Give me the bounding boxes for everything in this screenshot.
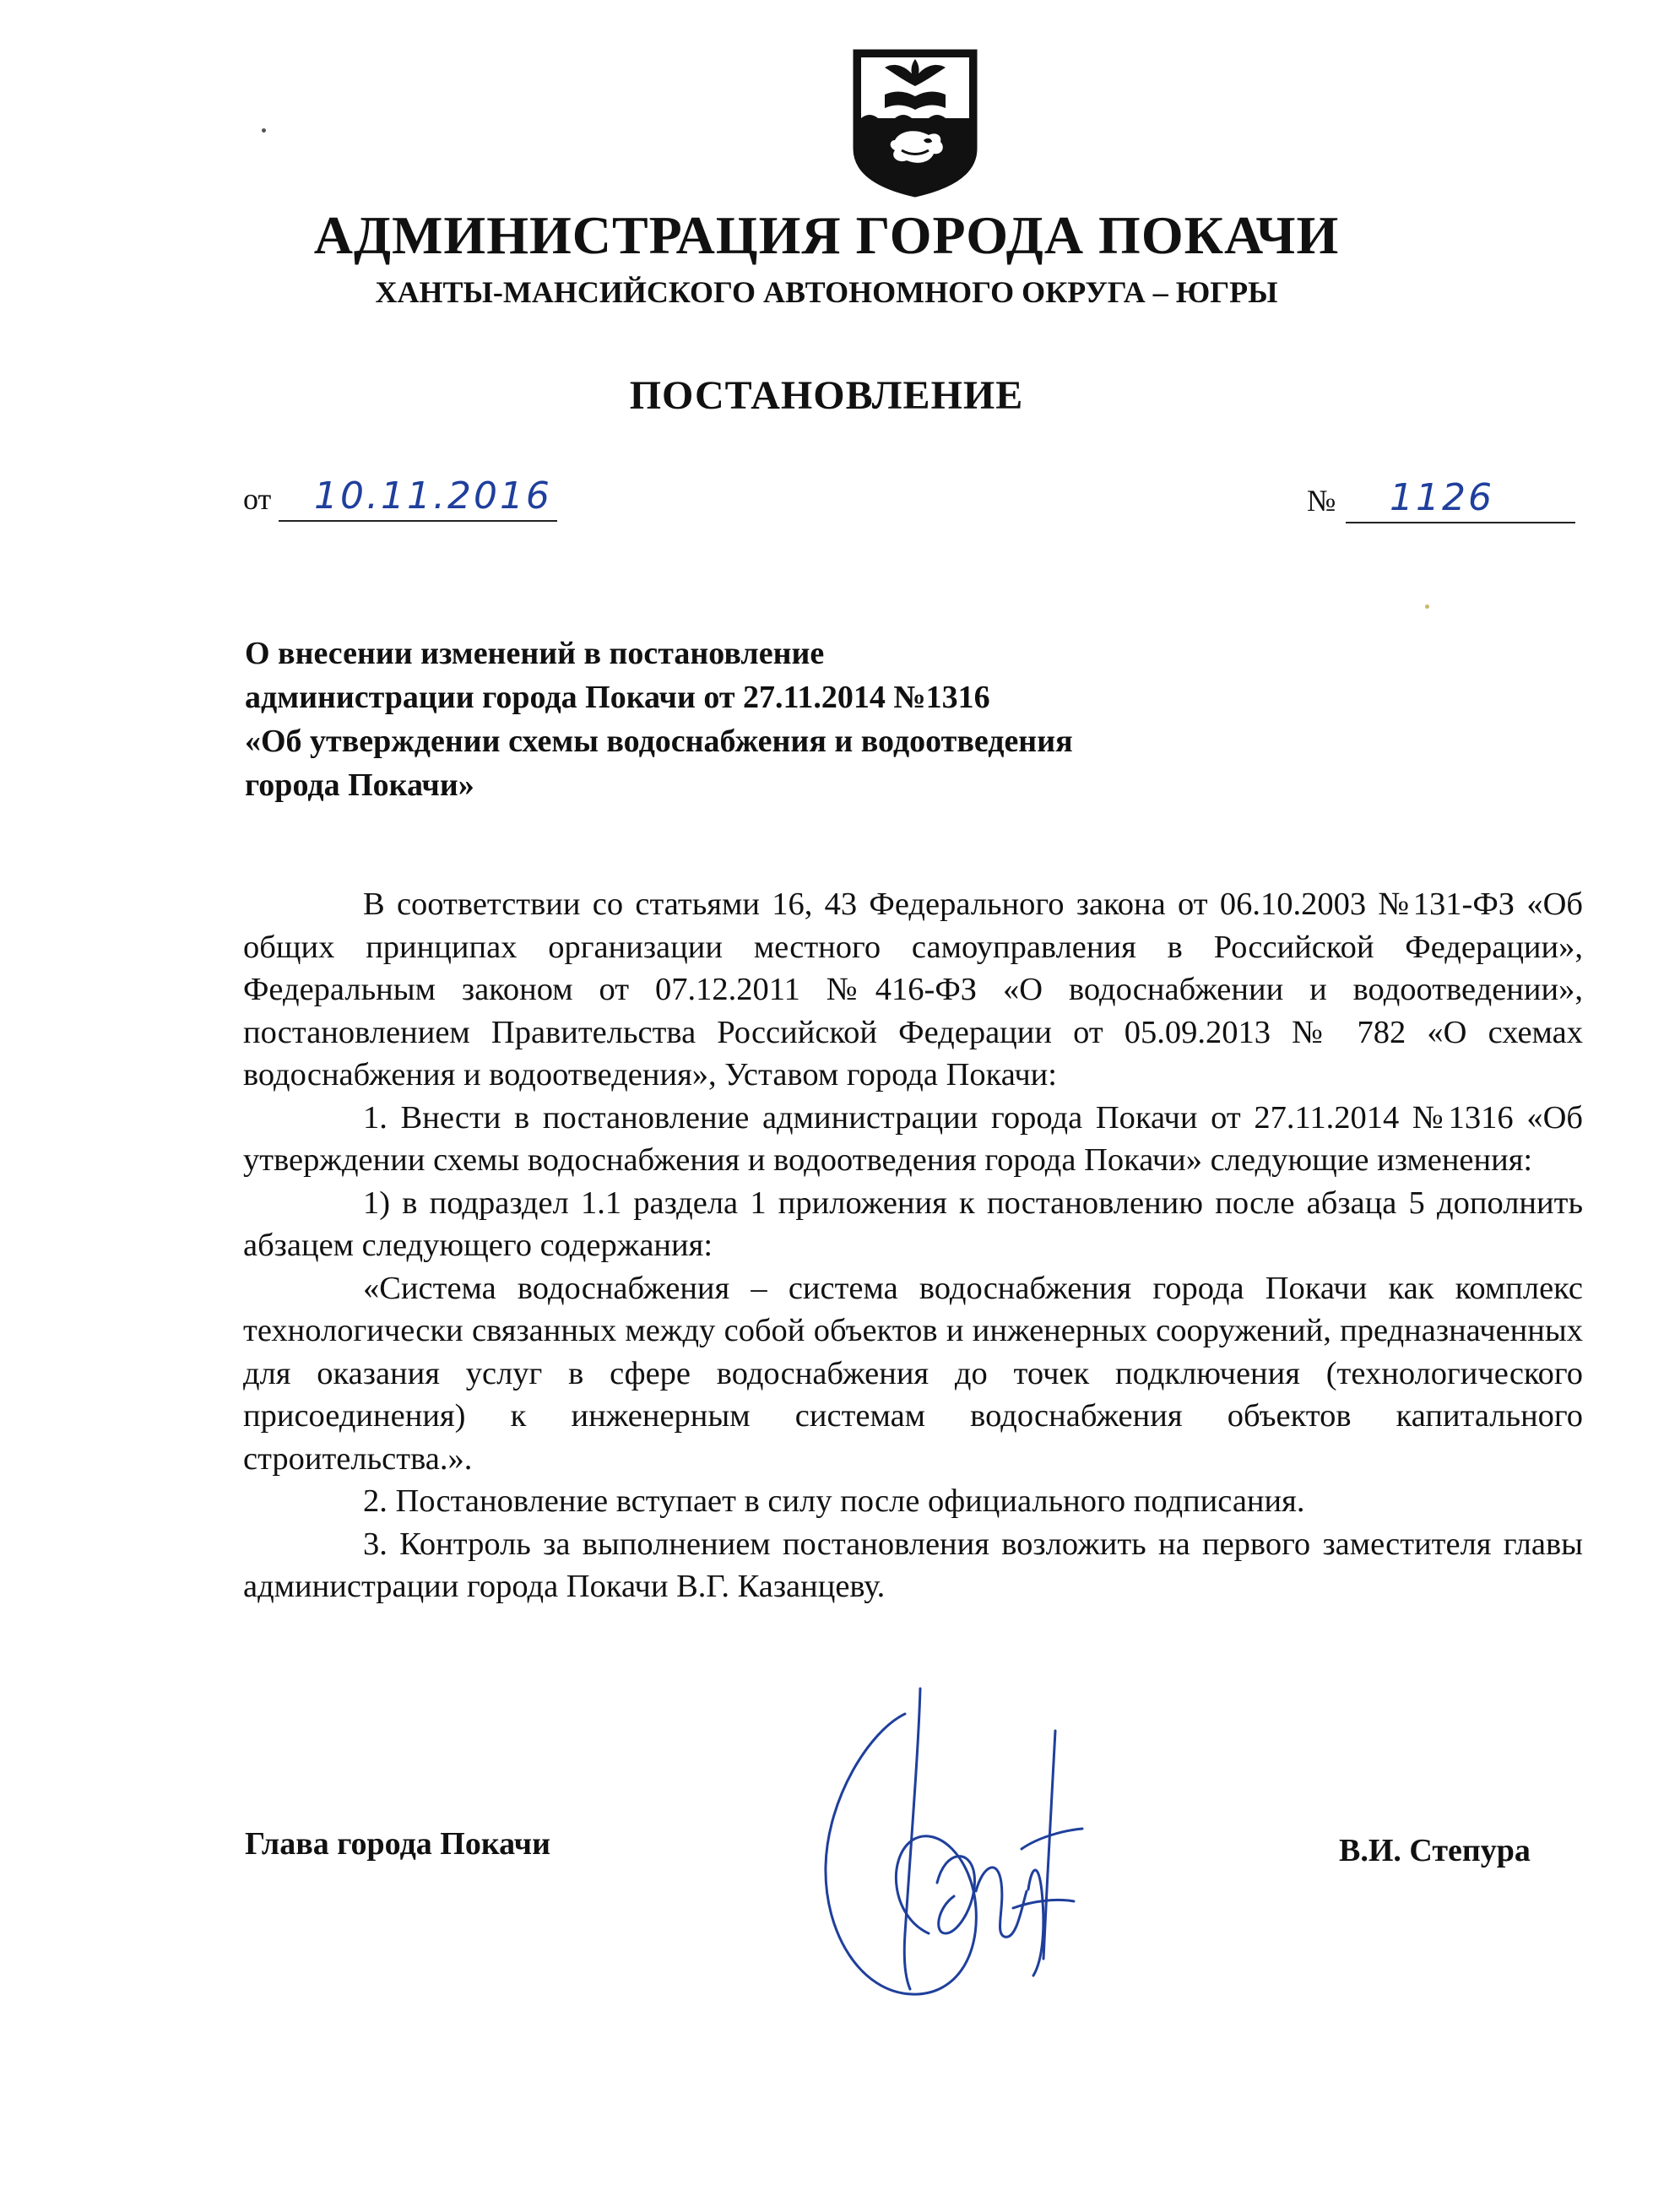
- subject-line: О внесении изменений в постановление: [245, 636, 825, 671]
- signatory-name: В.И. Степура: [1339, 1833, 1531, 1868]
- body-paragraph-item-3: 3. Контроль за выполнением постановления возложить на первого заместителя главы администрации города Покачи В.Г. Казанцеву.: [243, 1526, 1583, 1604]
- body-paragraph-subitem-1: 1) в подраздел 1.1 раздела 1 приложения к постановлению после абзаца 5 дополнить абзацем следующего содержания:: [243, 1185, 1583, 1263]
- subject-line: администрации города Покачи от 27.11.2014 №1316: [245, 680, 990, 715]
- document-subject: [245, 632, 1342, 807]
- number-label: №: [1307, 484, 1336, 518]
- number-underline: [1346, 522, 1575, 523]
- document-type-heading: ПОСТАНОВЛЕНИЕ: [629, 373, 1024, 418]
- handwritten-number: 1126: [1390, 476, 1494, 519]
- handwritten-date: 10.11.2016: [314, 474, 552, 518]
- scan-speck: [1425, 605, 1429, 609]
- subject-line: города Покачи»: [245, 767, 474, 803]
- date-label: от: [243, 482, 272, 516]
- body-paragraph-item-2: 2. Постановление вступает в силу после официального подписания.: [363, 1483, 1305, 1519]
- signatory-position: Глава города Покачи: [245, 1826, 550, 1862]
- handwritten-signature: [810, 1680, 1097, 2001]
- city-coat-of-arms-icon: [851, 47, 979, 199]
- date-underline: [279, 520, 557, 522]
- body-paragraph-quote: «Система водоснабжения – система водоснабжения города Покачи как комплекс технологически связанных между собой объектов и инженерных сооружений, предназначенных для оказания услуг в сфере водоснабжения до точек подключения (технологического присоединения) к инженерным системам водоснабжения объектов капитального строительства.».: [243, 1270, 1583, 1477]
- organization-title: АДМИНИСТРАЦИЯ ГОРОДА ПОКАЧИ: [313, 205, 1340, 265]
- body-paragraph-preamble: В соответствии со статьями 16, 43 Федерального закона от 06.10.2003 №131-ФЗ «Об общих принципах организации местного самоуправления в Российской Федерации», Федеральным законом от 07.12.2011 №416-ФЗ «О водоснабжении и водоотведении», постановлением Правительства Российской Федерации от 05.09.2013 № 782 «О схемах водоснабжения и водоотведения», Уставом города Покачи:: [243, 886, 1583, 1092]
- document-body: [243, 883, 1583, 1608]
- subject-line: «Об утверждении схемы водоснабжения и водоотведения: [245, 724, 1073, 759]
- scan-speck: [262, 128, 266, 133]
- body-paragraph-item-1: 1. Внести в постановление администрации города Покачи от 27.11.2014 №1316 «Об утверждении схемы водоснабжения и водоотведения города Покачи» следующие изменения:: [243, 1099, 1583, 1178]
- organization-subtitle: ХАНТЫ-МАНСИЙСКОГО АВТОНОМНОГО ОКРУГА – ЮГРЫ: [375, 275, 1278, 309]
